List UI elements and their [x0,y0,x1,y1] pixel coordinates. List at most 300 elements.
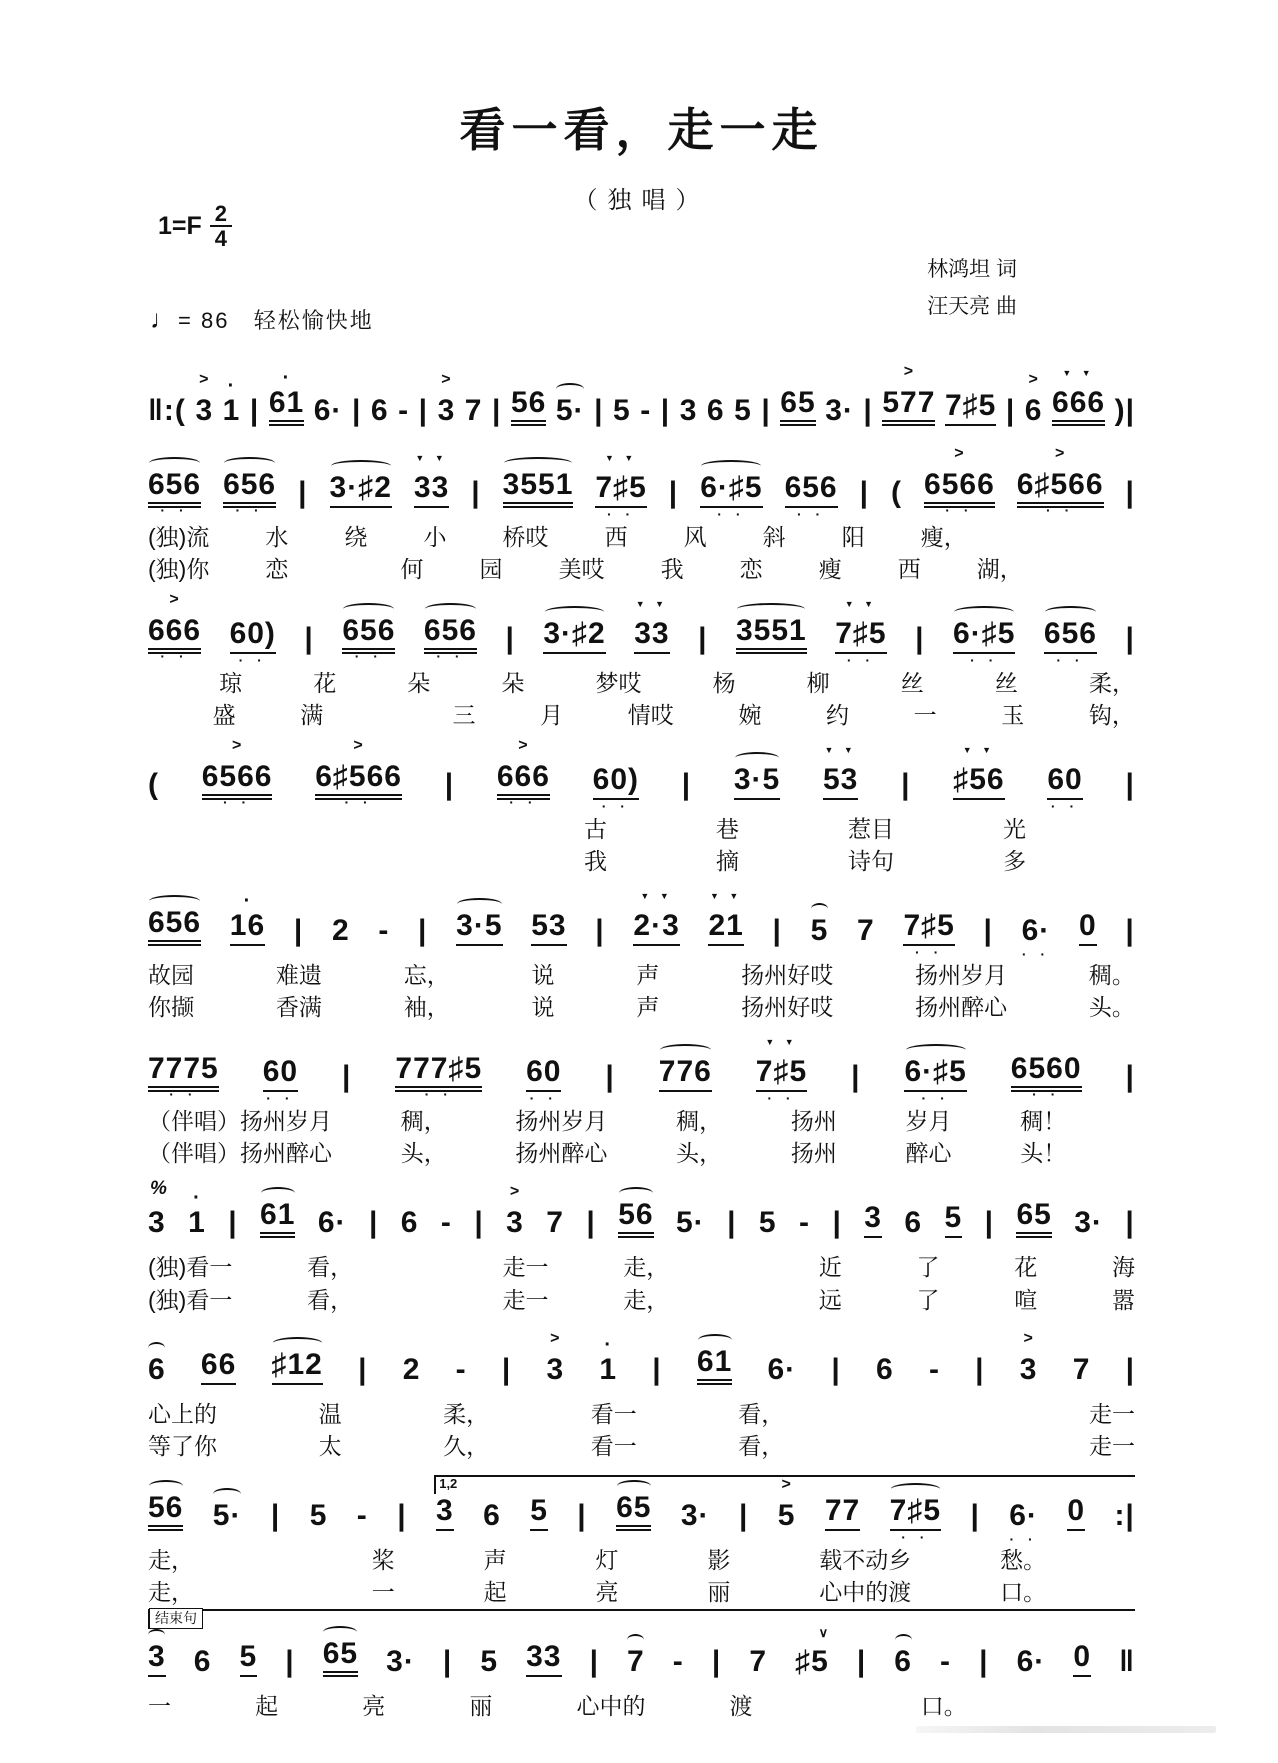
note-group: 60) · · [230,619,276,654]
note-group: 6 [904,1206,923,1240]
lyric-segment: 你撷 [148,994,194,1021]
lyric-segment: 恋 [739,556,763,583]
lyric-segment: 愁。 [1000,1546,1047,1573]
score [148,356,1135,1722]
barline: | [444,768,455,802]
music-line [148,1176,1135,1315]
barline: | [442,1644,453,1678]
note-group: 7 [464,394,483,427]
barline: | [298,476,308,509]
lyric-segment: 岁月 [905,1108,952,1135]
note-group: 6 [148,1352,166,1386]
barline: | [738,1498,749,1532]
lyric-segment: 声 [636,994,660,1021]
barline: ( [891,476,903,509]
lyric-segment: 丝 [994,670,1018,697]
music-line [148,1030,1135,1169]
lyric-segment: 光 [1003,816,1026,843]
music-line [148,1323,1135,1462]
time-denominator: 4 [214,226,228,252]
note-group: ▼ ▼ 7♯5 · · [595,473,646,508]
lyric-segment: 喧 [1014,1286,1038,1313]
lyric-segment: 心中的渡 [819,1578,912,1605]
barline: | [492,394,502,427]
barline: | [589,1644,599,1678]
lyric-segment: （伴唱）扬州醉心 [148,1140,332,1167]
note-group: > 3 [438,396,456,426]
lyric-segment: 口。 [920,1692,967,1719]
note-group: > 6♯566 · · [1017,470,1104,508]
lyric-segment: 满 [300,702,324,729]
lyric-segment: 海 [1111,1254,1135,1281]
barline: | [293,914,304,948]
lyric-segment: 灯 [595,1546,619,1573]
barline: | [270,1498,281,1532]
note-group: 65 [1016,1200,1051,1238]
lyric-segment: 丽 [707,1578,731,1605]
music-line [148,1469,1135,1608]
barline: | [668,476,679,509]
lyric-segment: 盛 [212,702,236,729]
barline: | [983,914,993,948]
barline: | [228,1206,238,1240]
note-group: 6· · · [1022,916,1051,946]
note-group: · 61 [269,388,304,426]
lyric-segment: 走一 [1088,1432,1135,1459]
lyric-segment: 湖， [976,556,1023,583]
note-group: 6 [400,1206,419,1240]
lyric-segment: 月 [540,702,564,729]
note-group: 6560 · · [1011,1054,1082,1092]
lyric-segment: 走一 [502,1254,549,1281]
lyric-segment: (独)看一 [148,1254,233,1281]
music-line [148,1609,1135,1722]
note-group: 0 [1079,911,1097,946]
note-group: 56 [511,388,546,426]
barline: | [1005,394,1016,427]
note-group: 6 [483,1498,501,1532]
note-group: 3551 [736,616,807,654]
watermark [916,1726,1216,1733]
lyric-segment: 等了你 [148,1432,217,1459]
lyric-segment: 花 [1014,1254,1038,1281]
lyric-segment: (独)流 [148,524,210,550]
note-group: ▼ ▼ ♯56 [953,765,1004,800]
note-group: · 1 [188,1208,206,1238]
notes-row [148,884,1135,959]
note-group: > 3 [546,1355,564,1385]
lyric-segment: 桨 [371,1546,395,1573]
lyric-segment: 口。 [1000,1578,1047,1605]
note-group: 60 · · [1047,765,1082,800]
barline: | [358,1352,368,1386]
barline: | [851,1060,861,1094]
lyric-segment: 看， [738,1432,785,1459]
barline: | [1125,1352,1135,1386]
note-group: > 666 · · [148,616,201,654]
barline: | [471,476,481,509]
barline: | [772,914,782,948]
lyricist: 林鸿坦 词 [927,258,1017,281]
barline: | [660,394,671,427]
lyric-line [148,1545,1135,1576]
barline: | [595,914,605,948]
note-group: 7 [749,1644,767,1678]
lyric-segment: 桥哎 [502,524,549,550]
lyric-segment: 起 [255,1692,279,1719]
key-signature: 1=F [158,211,202,240]
note-group: 776 [659,1057,712,1092]
barline: ‖:( [148,394,186,427]
note-group: 61 [697,1347,732,1385]
note-group: 60) · · [593,765,639,800]
ending-bracket [148,1609,1135,1629]
lyric-segment: 恋 [265,556,289,583]
note-group: 5 [309,1498,328,1532]
barline: | [304,622,314,656]
credits [927,252,1017,326]
lyric-segment: 园 [479,556,503,583]
note-group: > 6566 · · [924,470,995,508]
lyric-line [148,992,1135,1023]
lyric-line [148,522,1135,553]
note-group: 656 · · [342,616,395,654]
note-group: 7 [546,1206,564,1240]
lyric-segment: 情哎 [627,702,674,729]
barline: - [398,394,410,427]
barline: | [727,1206,737,1240]
note-group: 3 [679,394,698,427]
sheet-header [148,94,1135,356]
barline: | [859,476,870,509]
lyric-segment: 婉 [738,702,762,729]
lyric-segment: 起 [483,1578,507,1605]
lyric-segment: 声 [483,1546,507,1573]
lyric-segment: 美哎 [558,556,605,583]
note-group: > 6 [1025,396,1043,426]
note-group: 6· [313,394,343,427]
lyric-segment: (独)你 [148,556,210,583]
note-group: ▼ ▼ 53 [823,765,858,800]
note-group: 5 [758,1206,777,1240]
note-group: 2 [402,1352,421,1386]
lyric-segment: 琼 [219,670,243,697]
music-line [148,446,1135,585]
song-subtitle: （独唱） [573,187,710,214]
note-group: 3·♯2 [543,619,605,654]
note-group: 3·5 [456,911,502,946]
tempo-value: = 86 [178,308,230,333]
note-group: 6· [317,1206,347,1240]
lyric-segment: 头， [400,1140,447,1167]
note-group: 5· [555,394,585,427]
lyric-segment: 惹目 [848,816,894,843]
note-group: 3· [386,1644,415,1678]
barline: | [586,1206,596,1240]
barline: | [975,1352,985,1386]
note-group: 65 [780,388,815,426]
lyric-segment: 稠！ [1020,1108,1067,1135]
barline: | [418,914,428,948]
note-group: ▼ ▼ 33 [634,619,669,654]
lyric-segment: 近 [818,1254,842,1281]
lyric-segment: 久， [443,1432,490,1459]
lyric-segment: 远 [818,1286,842,1313]
note-group: > 577 [882,388,935,426]
note-group: 61 [260,1200,295,1238]
lyric-segment: 瘦 [818,556,842,583]
note-group: 656 · · [223,470,276,508]
lyric-segment: 稠。 [1088,962,1135,989]
note-group: 2 [331,914,350,948]
time-numerator: 2 [210,202,232,227]
key-time-signature [158,202,232,250]
music-line [148,592,1135,731]
lyric-segment: 扬州醉心 [915,994,1008,1021]
lyric-segment: 一 [371,1578,395,1605]
note-group: > 3 [195,396,213,426]
note-group: 3·♯2 [330,473,392,508]
barline: | [285,1644,295,1678]
barline: | [681,768,692,802]
note-group: 7♯5 [945,391,996,426]
lyric-segment: 风 [683,524,707,550]
notes-row [148,364,1135,439]
lyric-segment: 梦哎 [595,670,642,697]
note-group: ♯12 [272,1350,323,1385]
barline: ‖ [1119,1644,1135,1678]
lyric-segment: 摘 [716,848,739,875]
lyric-segment: 难遗 [275,962,322,989]
lyric-line [148,1431,1135,1462]
lyric-segment: 巷 [716,816,739,843]
barline: :| [1114,1498,1135,1532]
lyric-segment: 三 [452,702,476,729]
music-line [148,364,1135,439]
note-group: 0 [1067,1496,1085,1531]
note-group: 6 [706,394,725,427]
lyric-line [148,554,1135,585]
note-group: 3 [436,1496,454,1531]
lyric-segment: 走， [623,1254,670,1281]
note-group: 6·♯5 · · [904,1057,966,1092]
barline: - [928,1352,940,1386]
lyric-segment: 载不动乡 [819,1546,912,1573]
lyric-segment: 绕 [344,524,368,550]
lyric-segment: 看， [738,1400,785,1427]
lyric-segment: 古 [584,816,607,843]
lyric-segment: 扬州岁月 [515,1108,608,1135]
lyric-segment: 一 [148,1692,171,1719]
barline: | [418,394,429,427]
note-group: ▼ ▼ 666 [1052,388,1105,426]
barline: | [863,394,873,427]
barline: - [940,1644,952,1678]
lyric-line [148,1691,1135,1722]
lyric-segment: 玉 [1001,702,1025,729]
music-line [148,738,1135,877]
barline: | [474,1206,484,1240]
note-group: 3 [148,1642,166,1677]
barline: | [856,1644,867,1678]
note-group: 65 [323,1639,358,1677]
barline: | [652,1352,662,1386]
tempo-marking [150,304,374,335]
lyric-segment: 走一 [502,1286,549,1313]
barline: | [577,1498,587,1532]
barline: | [605,1060,615,1094]
lyric-segment: 约 [826,702,849,729]
note-group: 53 [531,911,566,946]
barline: | [711,1644,722,1678]
lyric-segment: 水 [265,524,289,550]
lyric-segment: 走一 [1088,1400,1135,1427]
note-group: 6 [370,394,389,427]
note-group: 6· [1016,1644,1046,1678]
lyric-segment: 走， [623,1286,670,1313]
lyric-segment: 钩， [1088,702,1135,729]
lyric-line [148,814,1135,845]
note-group: > 666 · · [497,762,550,800]
note-group: 77 [825,1496,860,1531]
barline: | [901,768,911,802]
lyric-segment: 何 [400,556,424,583]
note-group: 6· [767,1352,797,1386]
note-group: 5 [480,1644,499,1678]
ending-label: 结束句 [149,1608,203,1630]
note-group: ▼ ▼ 33 [414,473,449,508]
lyric-segment: 西 [897,556,921,583]
lyric-segment: 醉心 [905,1140,952,1167]
note-group: 7775 · · [148,1054,219,1092]
lyric-line [148,1285,1135,1316]
barline: - [378,914,390,948]
note-group: 3·5 [734,765,780,800]
lyric-segment: 声 [636,962,660,989]
note-group: 656 [148,908,201,946]
barline: )| [1114,394,1135,427]
lyric-segment: 看， [307,1286,354,1313]
lyric-segment: 扬州醉心 [515,1140,608,1167]
note-group: 5 [945,1203,963,1238]
lyric-segment: 多 [1003,848,1026,875]
note-group: 56 [618,1200,653,1238]
note-group: 5 [613,394,631,427]
song-title: 看一看，走一走 [459,104,824,156]
barline: | [505,622,515,656]
barline: | [979,1644,989,1678]
barline: - [440,1206,452,1240]
note-group: 33 [526,1642,561,1677]
lyric-segment: 朵 [407,670,431,697]
barline: | [1125,622,1135,656]
note-group: > 6♯566 · · [315,762,402,800]
lyric-segment: 看， [307,1254,354,1281]
lyric-segment: 影 [707,1546,731,1573]
volta-label: 1,2 [439,1475,458,1491]
note-group: 7♯5 · · [903,911,954,946]
barline: | [1125,476,1135,509]
note-group: > 3 [506,1208,524,1238]
notes-row [148,1176,1135,1251]
lyric-line [148,1577,1135,1608]
note-group: 7 [1072,1352,1091,1386]
barline: | [501,1352,512,1386]
lyric-segment: 了 [916,1254,940,1281]
lyric-segment: 西 [604,524,628,550]
barline: | [1125,914,1135,948]
note-group: 7 [627,1644,645,1678]
lyric-segment: 朵 [501,670,525,697]
note-group: 3· [825,394,854,427]
lyric-segment: 亮 [595,1578,619,1605]
lyric-segment: 香满 [275,994,322,1021]
lyric-segment: 扬州好哎 [741,962,834,989]
lyric-segment: 忘， [403,962,450,989]
note-group: · 16 [230,911,265,946]
lyric-segment: 说 [531,962,555,989]
note-group: 6·♯5 · · [953,619,1015,654]
lyric-segment: 瘦， [920,524,967,550]
lyric-line [148,1399,1135,1430]
barline: | [397,1498,407,1532]
lyric-segment: 我 [660,556,684,583]
lyric-line [148,960,1135,991]
lyric-segment: 袖， [403,994,450,1021]
note-group: 7 [857,914,875,948]
lyric-segment: 说 [531,994,555,1021]
note-group: 6 [193,1644,212,1678]
note-group: 6·♯5 · · [700,473,762,508]
note-group: > 3 [1020,1355,1038,1385]
lyric-line [148,700,1135,731]
lyric-segment: 花 [313,670,337,697]
lyric-segment: 丝 [900,670,924,697]
note-group: 5 [810,914,829,948]
barline: | [1125,1060,1135,1094]
note-group: > 5 [778,1501,796,1531]
note-group: · 1 [599,1355,617,1385]
barline: | [970,1498,980,1532]
note-group: 3· [1074,1206,1103,1240]
lyric-segment: 一 [913,702,937,729]
note-group: 5· [212,1498,242,1532]
lyric-segment: 柔， [443,1400,490,1427]
note-group: ▼ ▼ 7♯5 · · [835,619,886,654]
lyric-line [148,668,1135,699]
note-group: 65 [616,1493,651,1531]
notes-row [148,738,1135,813]
note-group: ∨ ♯5 [795,1647,829,1677]
note-group: 5· [675,1206,705,1240]
lyric-segment: 我 [584,848,607,875]
lyric-segment: 诗句 [848,848,894,875]
note-group: 56 [148,1493,183,1531]
lyric-segment: 故园 [148,962,194,989]
lyric-segment: 杨 [712,670,736,697]
barline: - [672,1644,684,1678]
note-group: 66 [201,1350,236,1385]
lyric-segment: 看一 [590,1432,637,1459]
lyric-segment: 扬州岁月 [915,962,1008,989]
barline: | [761,394,771,427]
notes-row [148,592,1135,667]
lyric-segment: 太 [318,1432,342,1459]
lyric-segment: 小 [423,524,447,550]
lyric-segment: 头， [676,1140,723,1167]
note-group: 7♯5 · · [890,1496,941,1531]
lyric-segment: 柳 [806,670,830,697]
